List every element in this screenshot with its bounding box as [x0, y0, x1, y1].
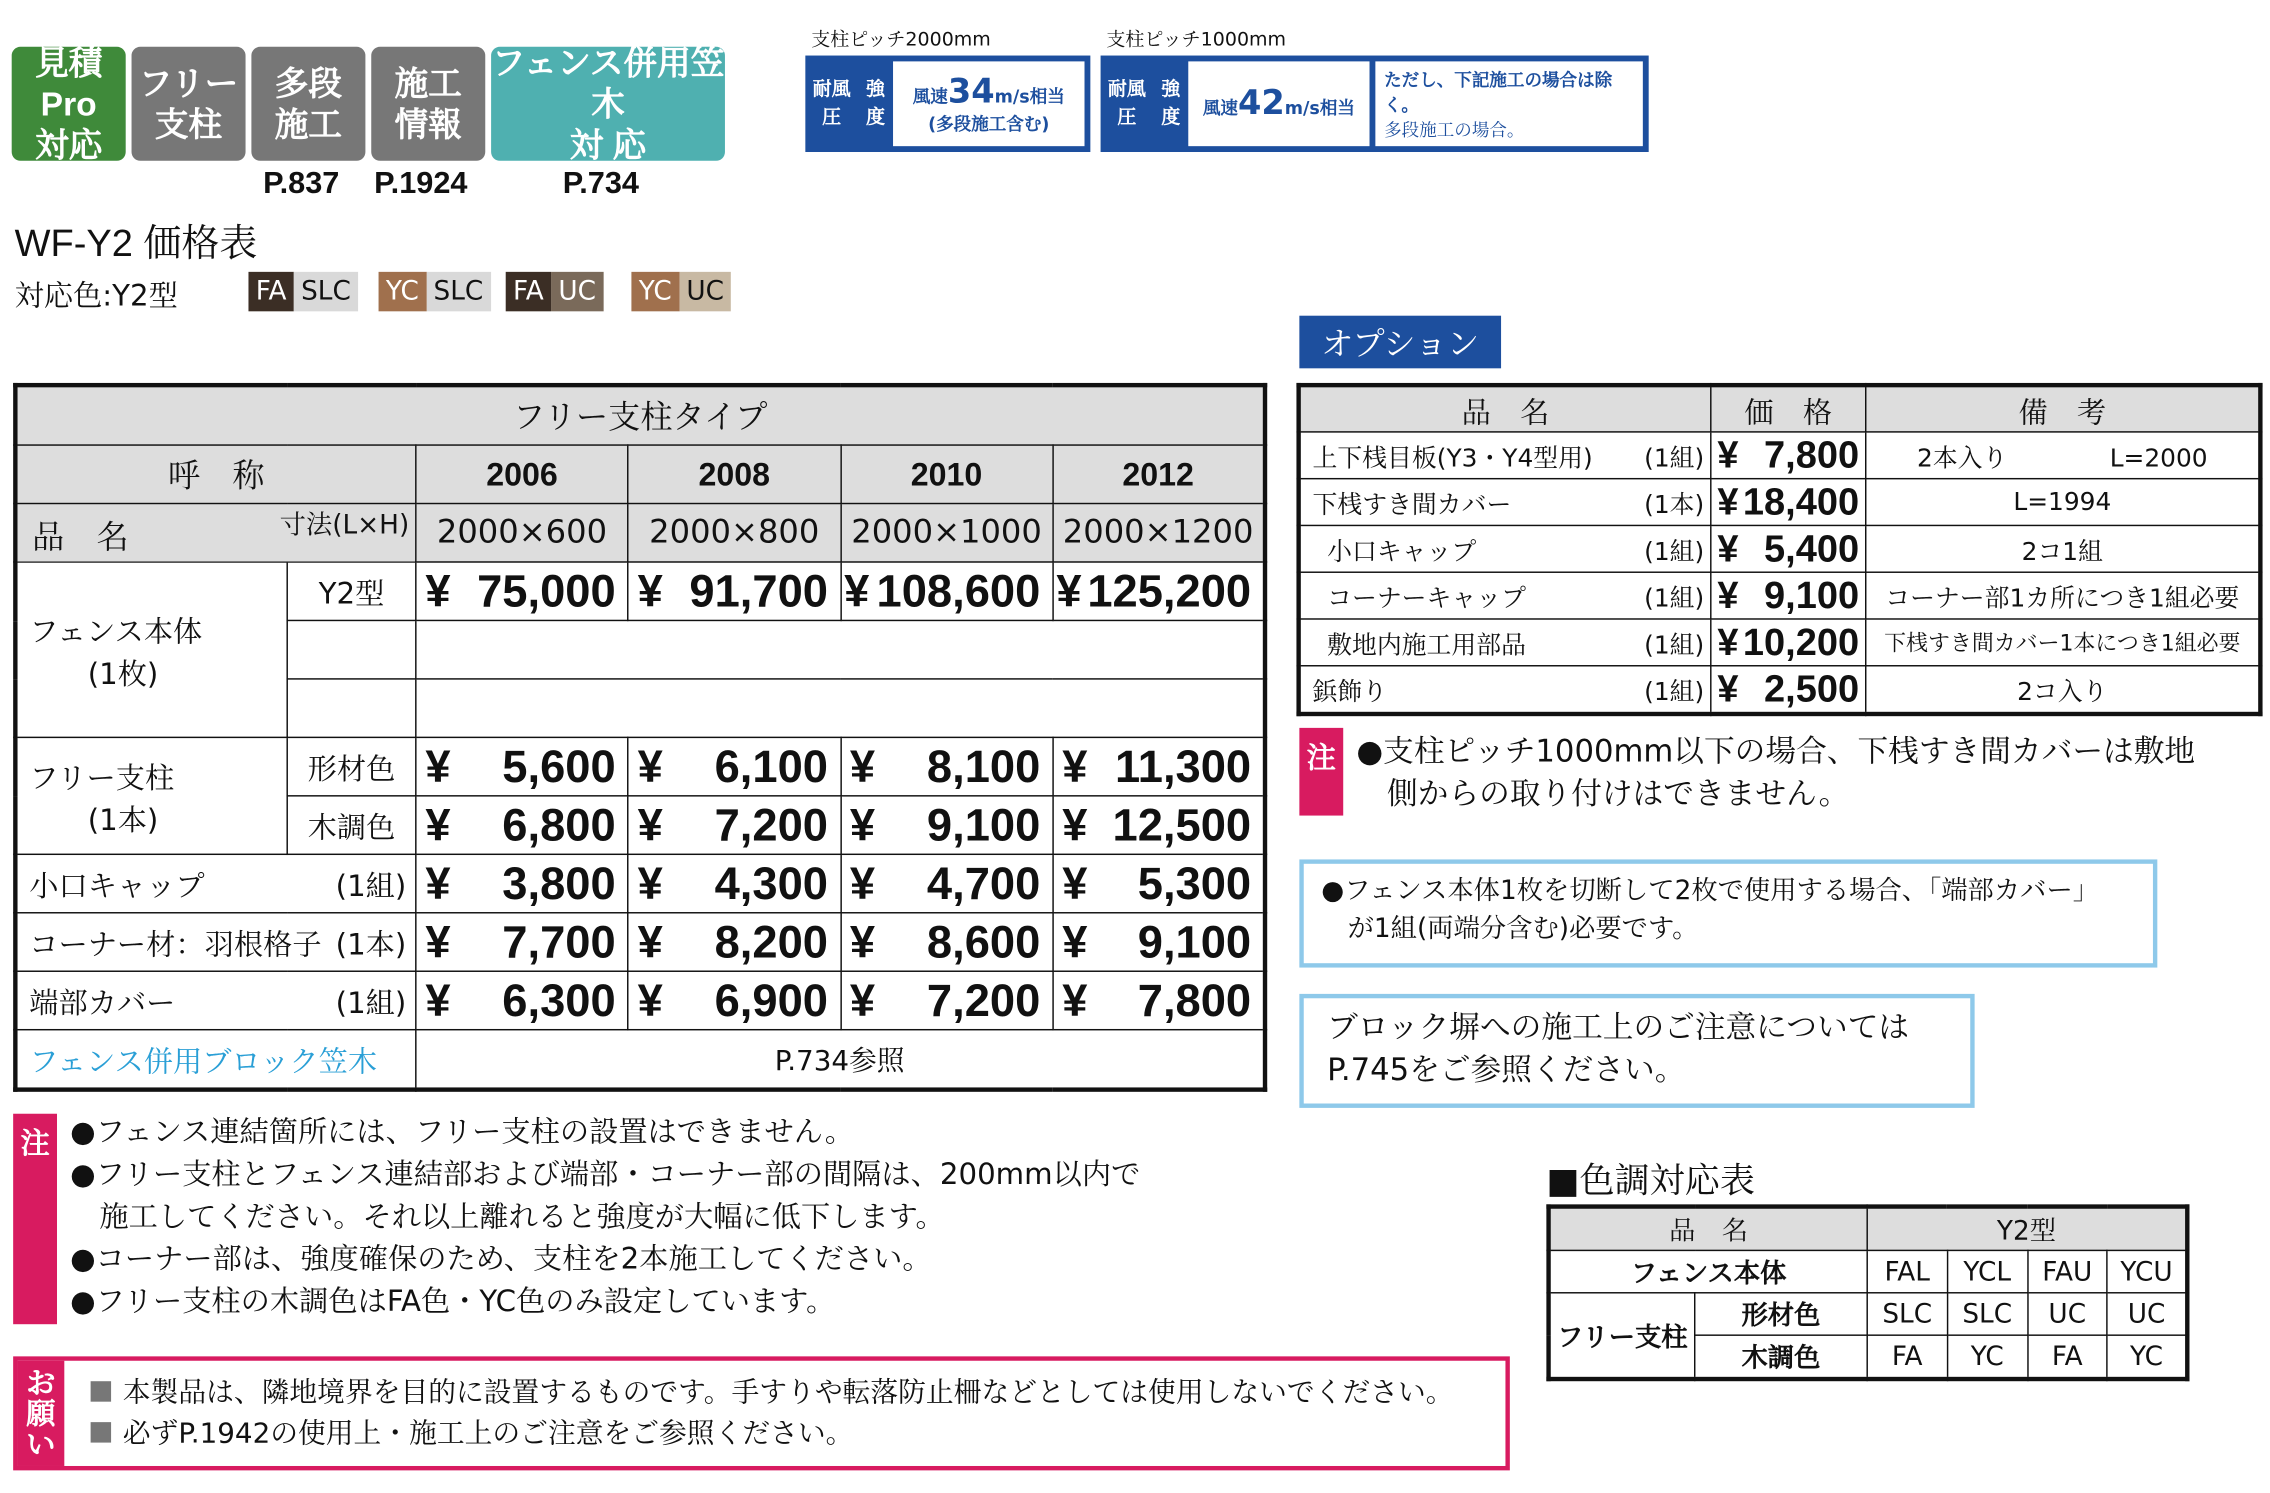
wind-exception: ただし、下記施工の場合は除く。 多段施工の場合。 — [1375, 61, 1642, 146]
opt-price: ¥ 7,800 — [1711, 432, 1866, 479]
price-cell: ¥ 108,600 — [840, 562, 1052, 620]
color-table-title: ■色調対応表 — [1546, 1160, 1755, 1202]
color-label: 対応色:Y2型 — [14, 277, 178, 313]
row-end-cover: 端部カバー (1組) — [15, 971, 415, 1029]
price-cell: ¥ 8,100 — [840, 737, 1052, 795]
price-cell: ¥ 7,200 — [840, 971, 1052, 1029]
price-table — [13, 383, 1267, 1092]
fence-body-name: フェンス本体 (1枚) — [15, 562, 287, 737]
opt-h-name: 品 名 — [1299, 385, 1711, 432]
kasagi-ref: P.734参照 — [416, 1030, 1265, 1090]
price-cell: ¥ 7,200 — [628, 796, 840, 854]
price-cell: ¥ 11,300 — [1053, 737, 1265, 795]
price-cell: ¥ 7,800 — [1053, 971, 1265, 1029]
price-cell: ¥ 6,300 — [416, 971, 628, 1029]
page-ref-construction-info: P.1924 — [374, 166, 468, 201]
ct-cell: SLC — [1867, 1293, 1947, 1335]
price-cell: ¥ 9,100 — [840, 796, 1052, 854]
ct-h-type: Y2型 — [1867, 1207, 2187, 1251]
price-cell: ¥ 9,100 — [1053, 913, 1265, 971]
color-swatch-yc-slc: YC SLC — [379, 272, 491, 311]
ct-cell: YC — [1947, 1335, 2027, 1379]
main-notes: ●フェンス連結箇所には、フリー支柱の設置はできません。 ●フリー支柱とフェンス連結部および端部・コーナー部の間隔は、200mm以内で 施工してください。それ以上離れると強度が大幅に低下します。 ●コーナー部は、強度確保のため、支柱を2本施工してください。 ●フリー支柱の木調色はFA色・YC色のみ設定しています。 — [70, 1113, 1141, 1319]
code-2008: 2008 — [628, 445, 840, 503]
badge-kasagi: フェンス併用笠木 対 応 — [491, 43, 725, 164]
request-line: 本製品は、隣地境界を目的に設置するものです。手すりや転落防止柵などとしては使用しないでください。 — [91, 1372, 1454, 1413]
opt-remark: 下桟すき間カバー1本につき1組必要 — [1866, 619, 2261, 666]
free-post-name: フリー支柱 (1本) — [15, 737, 287, 854]
option-note-mark: 注 — [1299, 728, 1343, 816]
wind-box-2000 — [805, 56, 1090, 152]
opt-remark: 2コ入り — [1866, 666, 2261, 714]
wind-label: 耐風圧 強度 — [812, 78, 885, 129]
color-swatch-fa-uc: FA UC — [506, 272, 604, 311]
price-cell: ¥ 91,700 — [628, 562, 840, 620]
note-mark: 注 — [13, 1114, 57, 1324]
dim: 2000×1200 — [1053, 504, 1265, 562]
option-note: ●支柱ピッチ1000mm以下の場合、下桟すき間カバーは敷地 側からの取り付けはできません。 — [1356, 733, 2196, 812]
opt-h-price: 価 格 — [1711, 385, 1866, 432]
opt-remark: コーナー部1カ所につき1組必要 — [1866, 572, 2261, 619]
ct-cell: UC — [2107, 1293, 2187, 1335]
opt-name: 小口キャップ (1組) — [1299, 525, 1711, 572]
ct-cell: YCL — [1947, 1250, 2027, 1292]
kasagi-link[interactable]: フェンス併用ブロック笠木 — [15, 1030, 415, 1090]
col-call: 呼 称 — [15, 445, 415, 503]
opt-name: 鋲飾り (1組) — [1299, 666, 1711, 714]
page-ref-multi-stage: P.837 — [263, 166, 340, 201]
code-2012: 2012 — [1053, 445, 1265, 503]
code-2006: 2006 — [416, 445, 628, 503]
price-cell: ¥ 3,800 — [416, 854, 628, 912]
price-cell: ¥ 5,600 — [416, 737, 628, 795]
dim: 2000×600 — [416, 504, 628, 562]
wind-value: 風速34m/s相当 (多段施工含む) — [893, 61, 1084, 146]
opt-price: ¥ 10,200 — [1711, 619, 1866, 666]
code-2010: 2010 — [840, 445, 1052, 503]
price-cell: ¥ 7,700 — [416, 913, 628, 971]
opt-price: ¥ 5,400 — [1711, 525, 1866, 572]
info-box-block-wall: ブロック塀への施工上のご注意については P.745をご参照ください。 — [1299, 994, 1974, 1108]
opt-price: ¥ 18,400 — [1711, 479, 1866, 526]
price-cell: ¥ 6,800 — [416, 796, 628, 854]
price-cell: ¥ 5,300 — [1053, 854, 1265, 912]
wind-label: 耐風圧 強度 — [1107, 78, 1181, 129]
page-ref-kasagi: P.734 — [562, 166, 639, 201]
badge-mitsumori-pro: 見積Pro 対応 — [12, 47, 126, 161]
wind-caption-2000: 支柱ピッチ2000mm — [811, 29, 991, 52]
color-table — [1546, 1204, 2189, 1381]
col-name-dim — [15, 504, 415, 562]
price-cell: ¥ 4,300 — [628, 854, 840, 912]
price-cell: ¥ 8,600 — [840, 913, 1052, 971]
price-cell: ¥ 6,100 — [628, 737, 840, 795]
opt-name: 敷地内施工用部品 (1組) — [1299, 619, 1711, 666]
price-cell: ¥ 4,700 — [840, 854, 1052, 912]
option-title: オプション — [1299, 316, 1501, 369]
ct-cell: FAU — [2027, 1250, 2107, 1292]
ct-post-sub: 形材色 — [1695, 1293, 1867, 1335]
opt-name: 上下桟目板(Y3・Y4型用) (1組) — [1299, 432, 1711, 479]
post-sub-wood: 木調色 — [287, 796, 416, 854]
ct-cell: YC — [2107, 1335, 2187, 1379]
ct-cell: FA — [1867, 1335, 1947, 1379]
opt-remark: L=1994 — [1866, 479, 2261, 526]
request-tag: お 願 い — [18, 1361, 65, 1466]
opt-name: コーナーキャップ (1組) — [1299, 572, 1711, 619]
ct-fence: フェンス本体 — [1549, 1250, 1868, 1292]
ct-post: フリー支柱 — [1549, 1293, 1695, 1379]
dim: 2000×1000 — [840, 504, 1052, 562]
empty-cell — [287, 620, 416, 678]
opt-price: ¥ 2,500 — [1711, 666, 1866, 714]
badge-multi-stage: 多段 施工 — [251, 47, 365, 161]
price-cell: ¥ 125,200 — [1053, 562, 1265, 620]
opt-remark: 2本入り L=2000 — [1866, 432, 2261, 479]
opt-h-remark: 備 考 — [1866, 385, 2261, 432]
wind-caption-1000: 支柱ピッチ1000mm — [1106, 29, 1287, 52]
post-sub-extrusion: 形材色 — [287, 737, 416, 795]
ct-cell: FA — [2027, 1335, 2107, 1379]
badge-free-post: フリー 支柱 — [132, 47, 246, 161]
type-title: フリー支柱タイプ — [15, 385, 1265, 445]
ct-cell: YCU — [2107, 1250, 2187, 1292]
ct-post-sub: 木調色 — [1695, 1335, 1867, 1379]
opt-name: 下桟すき間カバー (1本) — [1299, 479, 1711, 526]
col-dim: 寸法(L×H) — [279, 510, 410, 541]
ct-cell: FAL — [1867, 1250, 1947, 1292]
wind-value: 風速42m/s相当 — [1188, 61, 1369, 146]
ct-cell: UC — [2027, 1293, 2107, 1335]
option-table — [1296, 383, 2262, 716]
price-cell: ¥ 12,500 — [1053, 796, 1265, 854]
badge-construction-info: 施工 情報 — [371, 47, 485, 161]
ct-cell: SLC — [1947, 1293, 2027, 1335]
row-corner: コーナー材：羽根格子 (1本) — [15, 913, 415, 971]
opt-remark: 2コ1組 — [1866, 525, 2261, 572]
color-swatch-fa-slc: FA SLC — [248, 272, 358, 311]
fence-sub: Y2型 — [287, 562, 416, 620]
request-box — [13, 1356, 1510, 1470]
price-cell: ¥ 75,000 — [416, 562, 628, 620]
empty-cell — [416, 679, 1265, 737]
color-swatch-yc-uc: YC UC — [631, 272, 731, 311]
price-cell: ¥ 8,200 — [628, 913, 840, 971]
empty-cell — [416, 620, 1265, 678]
page-title: WF-Y2 価格表 — [14, 220, 258, 265]
ct-h-name: 品 名 — [1549, 1207, 1868, 1251]
info-box-end-cover: ●フェンス本体1枚を切断して2枚で使用する場合、「端部カバー」 が1組(両端分含む)必要です。 — [1299, 859, 2157, 967]
empty-cell — [287, 679, 416, 737]
dim: 2000×800 — [628, 504, 840, 562]
price-cell: ¥ 6,900 — [628, 971, 840, 1029]
wind-box-1000 — [1101, 56, 1649, 152]
col-name: 品 名 — [32, 520, 129, 557]
opt-price: ¥ 9,100 — [1711, 572, 1866, 619]
request-line: 必ずP.1942の使用上・施工上のご注意をご参照ください。 — [91, 1413, 1454, 1454]
row-koguchi-cap: 小口キャップ (1組) — [15, 854, 415, 912]
